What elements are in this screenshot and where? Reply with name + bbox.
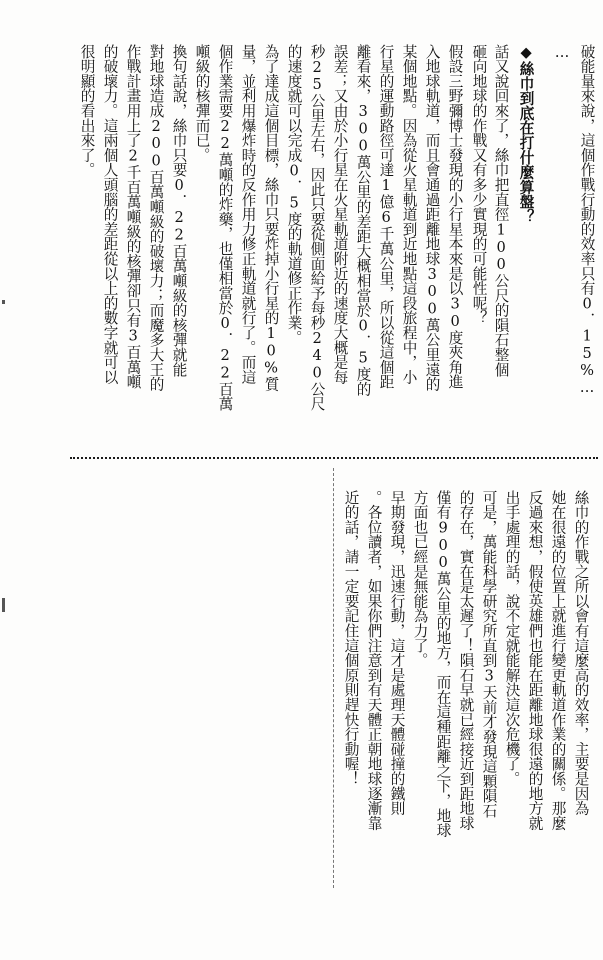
text-column: 她在很遠的位置上就進行變更軌道作業的關係。那麼 — [549, 490, 567, 831]
text-column: 破能量來說，這個作戰行動的效率只有0．15%… — [578, 44, 596, 397]
text-column: 噸級的核彈而已。 — [193, 44, 211, 163]
text-column: 的速度就可以完成0．5度的軌道修正作業。 — [285, 44, 303, 345]
text-column: 可是，萬能科學研究所直到3天前才發現這顆隕石 — [480, 490, 498, 818]
text-column: 話又說回來了，絲巾把直徑100公尺的隕石整個 — [492, 44, 510, 377]
scan-mark — [2, 300, 5, 304]
text-column: 很明顯的看出來了。 — [78, 44, 96, 178]
text-column: 。各位讀者，如果你們注意到有天體正朝地球逐漸靠 — [365, 490, 383, 831]
text-column: 換句話說，絲巾只要0．22百萬噸級的核彈就能 — [170, 44, 188, 377]
text-column: 入地球軌道，而且會通過距離地球300萬公里遠的 — [423, 44, 441, 392]
scan-mark — [2, 598, 5, 612]
text-column: 某個地點。因為從火星軌道到近地點這段旅程中，小 — [400, 44, 418, 385]
text-column: 反過來想，假使英雄們也能在距離地球很遠的地方就 — [526, 490, 544, 831]
text-column: 絲巾的作戰之所以會有這麼高的效率，主要是因為 — [572, 490, 590, 816]
text-column: 離看來，300萬公里的差距大概相當於0．5度的 — [354, 44, 372, 397]
text-column: 早期發現，迅速行動，這才是處理天體碰撞的鐵則 — [388, 490, 406, 816]
dotted-divider — [70, 457, 598, 459]
text-column: 的破壞力。這兩個人頭腦的差距從以上的數字就可以 — [101, 44, 119, 385]
text-column: 為了達成這個目標，絲巾只要炸掉小行星的10%質 — [262, 44, 280, 392]
text-column: 秒25公里左右，因此只要從側面給予每秒240公尺 — [308, 44, 326, 412]
text-column: 個作業需要22萬噸的炸藥，也僅相當於0．22百萬 — [216, 44, 234, 412]
text-column: … — [553, 44, 571, 62]
section-heading: ◆絲巾到底在打什麼算盤？ — [517, 44, 535, 224]
text-column: 僅有900萬公里的地方，而在這種距離之下，地球 — [434, 490, 452, 838]
text-column: 出手處理的話，說不定就能解決這次危機了。 — [503, 490, 521, 786]
text-column: 對地球造成200百萬噸級的破壞力；而魔多大王的 — [147, 44, 165, 392]
text-column: 行星的運動路徑可達1億6千萬公里，所以從這個距 — [377, 44, 395, 390]
text-column: 假設三野彌博士發現的小行星本來是以30度夾角進 — [446, 44, 464, 390]
text-column: 量，並利用爆炸時的反作用力修正軌道就行了。而這 — [239, 44, 257, 385]
column-rule — [333, 468, 334, 888]
text-column: 方面也已經是無能為力了。 — [411, 490, 429, 668]
text-column: 的存在，實在是太遲了！隕石早就已經接近到距地球 — [457, 490, 475, 831]
text-column: 砸向地球的作戰又有多少實現的可能性呢？ — [470, 44, 488, 326]
text-column: 近的話，請一定要記住這個原則趕快行動喔！ — [342, 490, 360, 786]
text-column: 作戰計畫用上了2千百萬噸級的核彈卻只有3百萬噸 — [124, 44, 142, 390]
text-column: 誤差；又由於小行星在火星軌道附近的速度大概是每 — [331, 44, 349, 385]
